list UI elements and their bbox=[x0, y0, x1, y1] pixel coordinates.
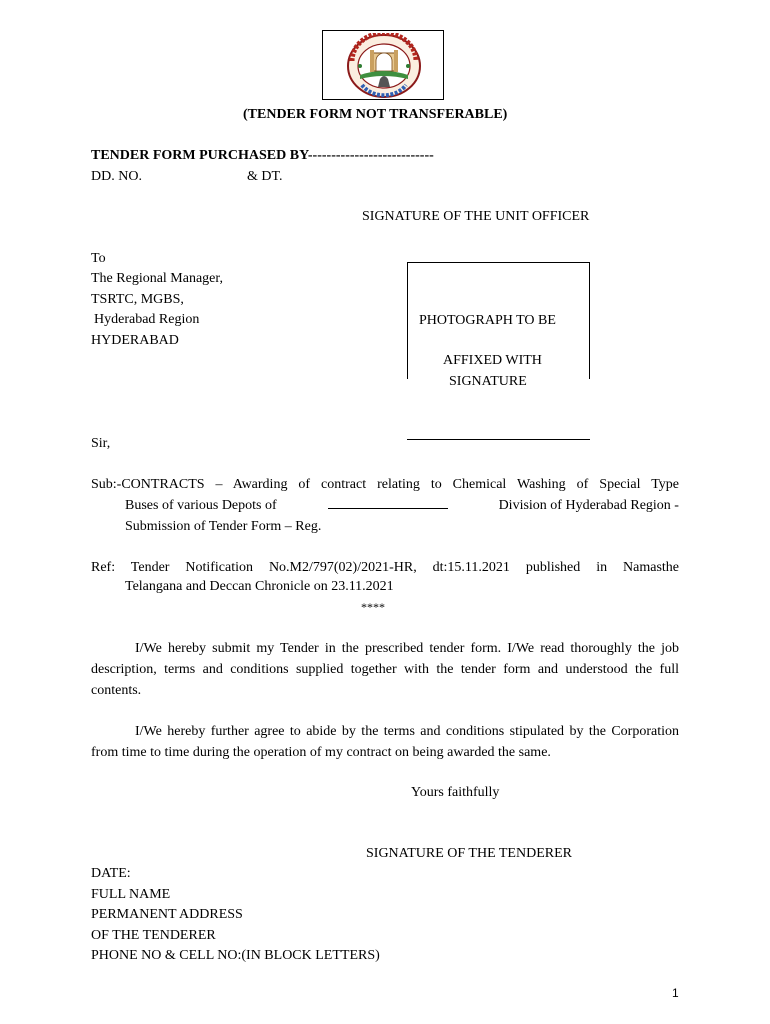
salutation: Sir, bbox=[91, 436, 111, 451]
photo-instruction: AFFIXED WITH bbox=[443, 353, 542, 368]
unit-officer-signature: SIGNATURE OF THE UNIT OFFICER bbox=[362, 209, 590, 224]
tenderer-signature: SIGNATURE OF THE TENDERER bbox=[366, 846, 572, 861]
purchased-by-label: TENDER FORM PURCHASED BY--------------------------- bbox=[91, 148, 434, 163]
field-of-tenderer: OF THE TENDERER bbox=[91, 928, 216, 943]
closing-yours-faithfully: Yours faithfully bbox=[411, 785, 500, 800]
field-date: DATE: bbox=[91, 866, 131, 881]
separator-stars: **** bbox=[361, 600, 385, 614]
address-line: HYDERABAD bbox=[91, 333, 179, 348]
page-title: (TENDER FORM NOT TRANSFERABLE) bbox=[243, 107, 508, 122]
photo-instruction: PHOTOGRAPH TO BE bbox=[419, 313, 556, 328]
field-full-name: FULL NAME bbox=[91, 887, 171, 902]
body-paragraph: I/We hereby further agree to abide by the terms and conditions stipulated by the Corporation from time to time during the operation of my contract on being awarded the same. bbox=[91, 724, 679, 760]
field-phone: PHONE NO & CELL NO:(IN BLOCK LETTERS) bbox=[91, 948, 380, 963]
tsrtc-logo bbox=[346, 33, 422, 99]
page-number: 1 bbox=[672, 986, 679, 1000]
signature-line bbox=[407, 439, 590, 440]
subject-block bbox=[91, 474, 679, 537]
address-line: Hyderabad Region bbox=[94, 312, 200, 327]
subject-line: Sub:-CONTRACTS – Awarding of contract relating to Chemical Washing of Special Type bbox=[91, 477, 679, 492]
division-blank bbox=[328, 496, 448, 509]
address-to: To bbox=[91, 251, 106, 266]
reference-block bbox=[91, 557, 679, 596]
body-paragraph: I/We hereby submit my Tender in the prescribed tender form. I/We read thoroughly the job description, terms and conditions supplied together with the tender form and understood the full contents. bbox=[91, 641, 679, 698]
address-line: TSRTC, MGBS, bbox=[91, 292, 184, 307]
logo-frame bbox=[322, 30, 444, 100]
field-permanent-address: PERMANENT ADDRESS bbox=[91, 907, 243, 922]
subject-line: Submission of Tender Form – Reg. bbox=[125, 519, 322, 534]
reference-line: Ref: Tender Notification No.M2/797(02)/2021-HR, dt:15.11.2021 published in Namasthe bbox=[91, 560, 679, 575]
reference-line: Telangana and Deccan Chronicle on 23.11.2021 bbox=[125, 579, 394, 594]
address-line: The Regional Manager, bbox=[91, 271, 224, 286]
photo-instruction: SIGNATURE bbox=[449, 374, 527, 389]
date-label: & DT. bbox=[247, 169, 283, 184]
dd-number-label: DD. NO. bbox=[91, 169, 142, 184]
subject-line bbox=[91, 495, 679, 516]
subject-text: Division of Hyderabad Region - bbox=[498, 498, 679, 513]
subject-text: Buses of various Depots of bbox=[125, 498, 277, 513]
